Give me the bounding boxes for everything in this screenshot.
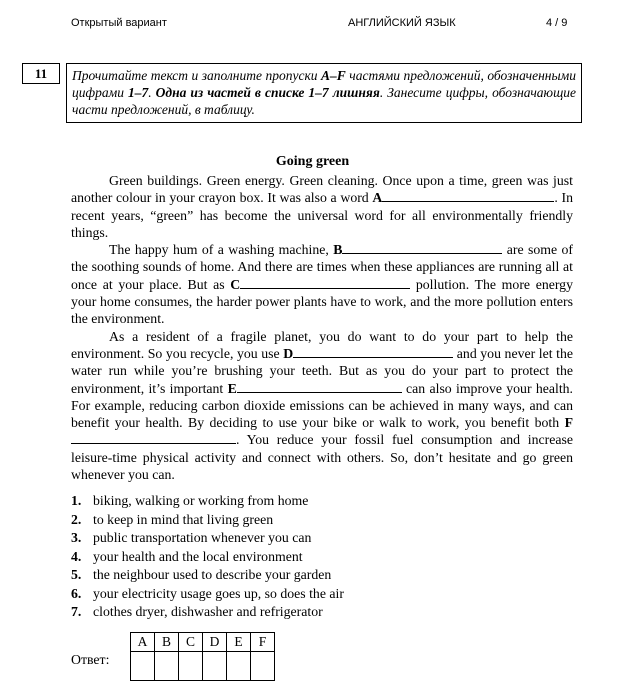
answer-cell[interactable] xyxy=(131,652,155,681)
instruction-emph: Одна из частей в списке 1–7 лишняя xyxy=(155,85,380,100)
answer-table xyxy=(130,632,275,681)
paragraph-1 xyxy=(71,172,573,241)
option-text: to keep in mind that living green xyxy=(93,511,274,527)
answer-cell[interactable] xyxy=(227,652,251,681)
answer-header-cell: E xyxy=(227,633,251,652)
list-item xyxy=(71,603,344,622)
gap-line xyxy=(342,242,502,254)
list-item xyxy=(71,511,344,530)
option-text: your health and the local environment xyxy=(93,548,303,564)
gap-letter: F xyxy=(564,415,573,431)
answer-header-cell: B xyxy=(155,633,179,652)
option-number: 1. xyxy=(71,493,82,508)
gap-letter: A xyxy=(372,190,383,206)
instruction-text: Прочитайте текст и заполните пропуски xyxy=(72,68,322,83)
gap-letter: B xyxy=(333,242,343,258)
option-text: your electricity usage goes up, so does the air xyxy=(93,585,344,601)
option-number: 2. xyxy=(71,511,82,527)
text-title: Going green xyxy=(275,154,350,169)
task-number: 11 xyxy=(22,63,60,84)
text-run: . You reduce your fossil fuel consumption and increase leisure-time physical activity and connect with others. So, don’t hesitate and go green whenever you can. xyxy=(71,432,573,483)
text-run: can also improve your health. For example, reducing carbon dioxide emissions can be achieved in many ways, and can benefit your health. By deciding to use your bike or walk to work, you benefit both xyxy=(71,380,573,431)
task-instruction xyxy=(66,63,582,123)
gap-line xyxy=(382,190,554,202)
answer-header-cell: F xyxy=(251,633,275,652)
answer-header-cell: D xyxy=(203,633,227,652)
answer-header-cell: C xyxy=(179,633,203,652)
text-run: Green buildings. Green energy. Green cleaning. Once upon a time, green was just another colour in your crayon box. It was also a word xyxy=(71,173,573,206)
answer-label: Ответ: xyxy=(71,652,110,667)
option-text: public transportation whenever you can xyxy=(93,530,312,545)
list-item xyxy=(71,548,344,567)
text-run: As a resident of a fragile planet, you do want to do your part to help the environment. So you recycle, you use xyxy=(71,328,573,361)
paragraph-3 xyxy=(71,328,573,484)
paragraph-2 xyxy=(71,241,573,327)
option-number: 6. xyxy=(71,585,82,601)
instruction-text: . xyxy=(148,85,156,100)
instruction-emph: 1–7 xyxy=(128,85,149,100)
option-number: 4. xyxy=(71,548,82,564)
text-run: pollution. The more energy your home consumes, the harder power plants have to work, and the more pollution enters the environment. xyxy=(71,276,573,327)
answer-header-cell: A xyxy=(131,633,155,652)
header-subject: АНГЛИЙСКИЙ ЯЗЫК xyxy=(348,17,456,29)
answer-cell[interactable] xyxy=(155,652,179,681)
answer-cell[interactable] xyxy=(203,652,227,681)
instruction-text: . Занесите цифры, обозначающие части предложений, в таблицу. xyxy=(72,85,577,117)
list-item xyxy=(71,585,344,604)
option-text: the neighbour used to describe your garden xyxy=(93,567,332,582)
option-text: clothes dryer, dishwasher and refrigerator xyxy=(93,604,323,619)
gap-letter: D xyxy=(283,345,294,361)
gap-line xyxy=(71,432,236,444)
gap-letter: C xyxy=(230,276,241,292)
text-run: are some of the soothing sounds of home. And there are times when these appliances are running all at once at your place. But as xyxy=(71,242,574,292)
option-text: biking, walking or working from home xyxy=(93,493,309,508)
option-number: 3. xyxy=(71,530,82,545)
option-number: 5. xyxy=(71,567,82,582)
gap-letter: E xyxy=(227,380,237,396)
list-item xyxy=(71,529,344,548)
text-run: and you never let the water run while you’re brushing your teeth. But as you do your part to protect the environment, it’s important xyxy=(71,345,573,396)
gap-line xyxy=(237,381,402,393)
reading-text xyxy=(71,172,573,483)
answer-cell[interactable] xyxy=(251,652,275,681)
list-item xyxy=(71,492,344,511)
text-run: The happy hum of a washing machine, xyxy=(109,242,334,258)
gap-line xyxy=(293,346,453,358)
option-number: 7. xyxy=(71,604,82,619)
gap-line xyxy=(240,277,410,289)
header-left: Открытый вариант xyxy=(71,17,167,29)
options-list xyxy=(71,492,344,622)
answer-cell[interactable] xyxy=(179,652,203,681)
instruction-text: частями предложений, обозначенными цифрами xyxy=(72,68,576,100)
instruction-emph: A–F xyxy=(321,68,346,83)
text-run: . In recent years, “green” has become the universal word for all environmentally friendly things. xyxy=(71,190,573,240)
header-page-number: 4 / 9 xyxy=(546,17,568,29)
list-item xyxy=(71,566,344,585)
